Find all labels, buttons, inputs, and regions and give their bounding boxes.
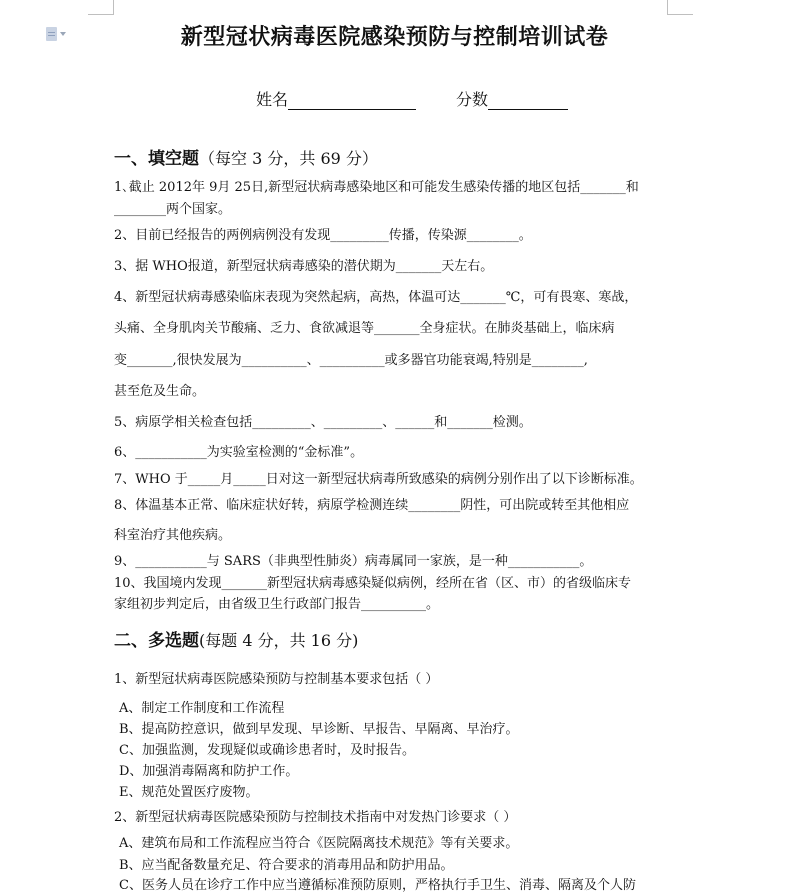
option-line: D、加强消毒隔离和防护工作。 xyxy=(119,764,299,779)
question-line: 4、新型冠状病毒感染临床表现为突然起病，高热，体温可达_______℃，可有畏寒、寒战， xyxy=(114,290,638,305)
option-line: C、医务人员在诊疗工作中应当遵循标准预防原则，严格执行手卫生、消毒、隔离及个人防 xyxy=(119,878,636,893)
section-note: (每题 4 分，共 16 分) xyxy=(199,631,359,650)
page-corner-mark-right xyxy=(667,0,693,15)
question-line: 2、新型冠状病毒医院感染预防与控制技术指南中对发热门诊要求（ ） xyxy=(114,810,517,825)
section-note: （每空 3 分，共 69 分） xyxy=(199,149,378,168)
section-title: 二、多选题 xyxy=(114,631,199,651)
question-line: 甚至危及生命。 xyxy=(114,384,206,399)
name-score-row xyxy=(256,87,568,110)
section-multiple-choice-heading xyxy=(114,626,358,651)
question-line: 科室治疗其他疾病。 xyxy=(114,528,232,543)
option-line: A、建筑布局和工作流程应当符合《医院隔离技术规范》等有关要求。 xyxy=(119,836,519,851)
question-line: 6、___________为实验室检测的“金标准”。 xyxy=(114,445,364,460)
document-title: 新型冠状病毒医院感染预防与控制培训试卷 xyxy=(180,24,609,50)
option-line: C、加强监测，发现疑似或确诊患者时，及时报告。 xyxy=(119,743,415,758)
option-line: A、制定工作制度和工作流程 xyxy=(119,701,285,716)
option-line: E、规范处置医疗废物。 xyxy=(119,785,259,800)
question-line: 2、目前已经报告的两例病例没有发现_________传播，传染源________。 xyxy=(114,228,532,243)
score-blank xyxy=(488,93,568,110)
section-fill-in-heading xyxy=(114,144,378,169)
score-label: 分数 xyxy=(456,90,489,109)
question-line: 7、WHO 于_____月_____日对这一新型冠状病毒所致感染的病例分别作出了以下诊断标准。 xyxy=(114,472,643,487)
question-line: 家组初步判定后，由省级卫生行政部门报告__________。 xyxy=(114,597,440,612)
question-line: 头痛、全身肌肉关节酸痛、乏力、食欲减退等_______全身症状。在肺炎基础上，临床病 xyxy=(114,321,615,336)
question-line: ________两个国家。 xyxy=(114,202,232,217)
question-line: 1､截止 2012年 9月 25日,新型冠状病毒感染地区和可能发生感染传播的地区包括_______和 xyxy=(114,180,639,195)
name-blank xyxy=(288,93,416,110)
option-line: B、应当配备数量充足、符合要求的消毒用品和防护用品。 xyxy=(119,858,454,873)
option-line: B、提高防控意识，做到早发现、早诊断、早报告、早隔离、早治疗。 xyxy=(119,722,519,737)
question-line: 9、___________与 SARS（非典型性肺炎）病毒属同一家族，是一种___________。 xyxy=(114,554,593,569)
page-corner-mark-left xyxy=(88,0,114,15)
question-line: 10、我国境内发现_______新型冠状病毒感染疑似病例，经所在省（区、市）的省级临床专 xyxy=(114,576,632,591)
question-line: 5、病原学相关检查包括_________、_________、______和_______检测。 xyxy=(114,415,532,430)
question-line: 8、体温基本正常、临床症状好转，病原学检测连续________阴性，可出院或转至其他相应 xyxy=(114,498,630,513)
question-line: 变_______,很快发展为__________、__________或多器官功能衰竭,特别是________, xyxy=(114,353,588,368)
question-line: 3、据 WHO报道，新型冠状病毒感染的潜伏期为_______天左右。 xyxy=(114,259,494,274)
name-label: 姓名 xyxy=(256,90,289,109)
question-line: 1、新型冠状病毒医院感染预防与控制基本要求包括（ ） xyxy=(114,672,439,687)
section-title: 一、填空题 xyxy=(114,149,199,169)
